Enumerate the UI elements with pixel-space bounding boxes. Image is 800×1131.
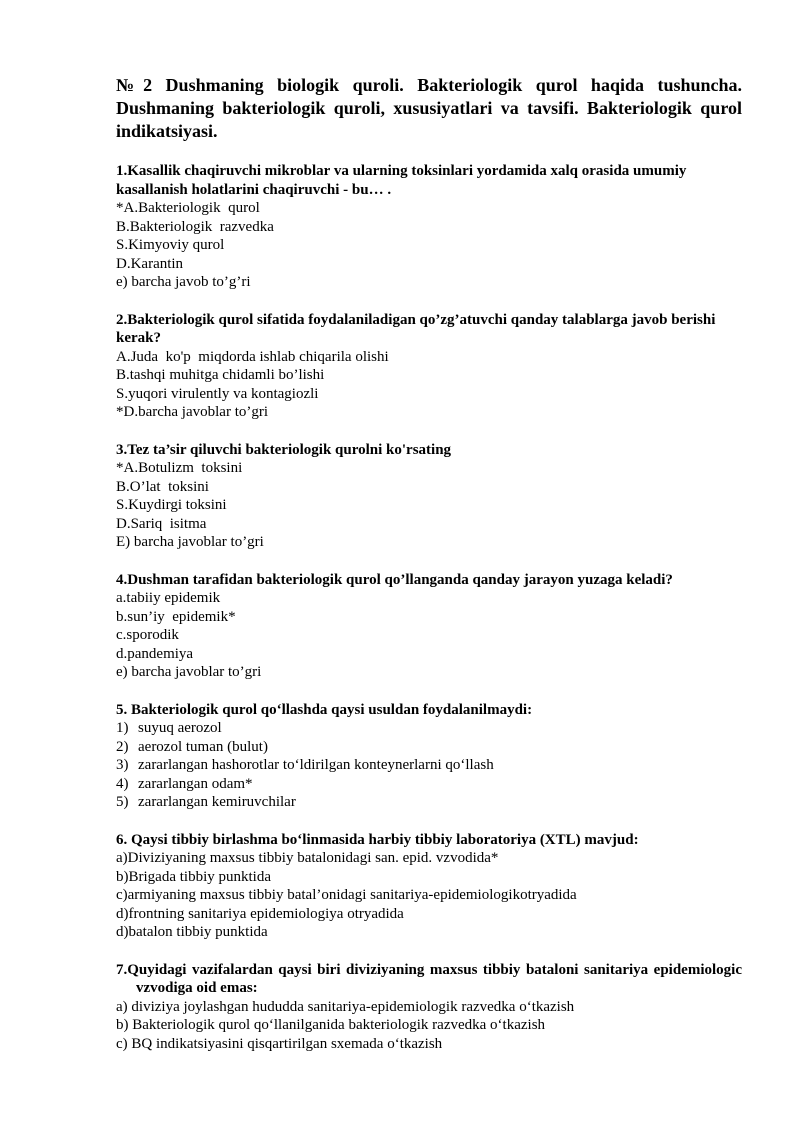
numbered-option [116, 756, 742, 775]
answer-option: e) barcha javob to’g’ri [116, 274, 251, 290]
answer-option: B.O’lat toksini [116, 478, 209, 495]
option-number: 5) [116, 794, 129, 810]
option-text: suyuq aerozol [138, 720, 222, 736]
answer-option: d)frontning sanitariya epidemiologiya otryadida [116, 905, 404, 922]
answer-option: a)Diviziyaning maxsus tibbiy batalonidagi san. epid. vzvodida* [116, 850, 499, 866]
answer-option: A.Juda ko'p miqdorda ishlab chiqarila olishi [116, 348, 389, 365]
question-text: 4.Dushman tarafidan bakteriologik qurol qo’llanganda qanday jarayon yuzaga keladi? [116, 571, 673, 588]
answer-options [116, 589, 742, 682]
document-title: №2 Dushmaning biologik quroli. Bakteriologik qurol haqida tushuncha. Dushmaning bakteriologik quroli, xususiyatlari va tavsifi. Bakteriologik qurol indikatsiyasi. [116, 75, 742, 141]
answer-option: *A.Botulizm toksini [116, 460, 243, 476]
answer-option: E) barcha javoblar to’gri [116, 534, 264, 550]
answer-option: d)batalon tibbiy punktida [116, 924, 268, 940]
question-text: 2.Bakteriologik qurol sifatida foydalaniladigan qo’zg’atuvchi qanday talablarga javob berishi kerak? [116, 311, 716, 346]
answer-options [116, 459, 742, 552]
answer-option: D.Karantin [116, 255, 184, 272]
answer-options [116, 998, 742, 1054]
numbered-option [116, 738, 742, 757]
question-4 [116, 571, 742, 682]
option-text: zararlangan kemiruvchilar [138, 794, 296, 810]
answer-option: B.Bakteriologik razvedka [116, 218, 274, 235]
answer-option: d.pandemiya [116, 645, 194, 662]
answer-option: b)Brigada tibbiy punktida [116, 868, 271, 885]
answer-option: e) barcha javoblar to’gri [116, 664, 262, 680]
document-page [116, 74, 742, 1072]
answer-option: D.Sariq isitma [116, 515, 207, 532]
answer-option: *A.Bakteriologik qurol [116, 200, 260, 216]
option-text: zararlangan hashorotlar to‘ldirilgan konteynerlarni qo‘llash [138, 757, 494, 773]
answer-options [116, 849, 742, 942]
answer-option: S.Kuydirgi toksini [116, 497, 227, 513]
answer-option: S.yuqori virulently va kontagiozli [116, 385, 319, 402]
question-7 [116, 961, 742, 1054]
numbered-option [116, 719, 742, 738]
option-number: 1) [116, 720, 129, 736]
answer-options [116, 348, 742, 422]
answer-option: b.sun’iy epidemik* [116, 608, 236, 625]
answer-option: a) diviziya joylashgan hududda sanitariya-epidemiologik razvedka o‘tkazish [116, 998, 575, 1015]
numbered-option [116, 793, 742, 812]
numbered-options [116, 719, 742, 812]
question-text: 3.Tez ta’sir qiluvchi bakteriologik qurolni ko'rsating [116, 441, 452, 458]
question-2 [116, 311, 742, 422]
answer-option: *D.barcha javoblar to’gri [116, 404, 269, 420]
answer-option: c) BQ indikatsiyasini qisqartirilgan sxemada o‘tkazish [116, 1035, 443, 1052]
question-1 [116, 162, 742, 292]
answer-option: b) Bakteriologik qurol qo‘llanilganida bakteriologik razvedka o‘tkazish [116, 1017, 546, 1033]
option-number: 4) [116, 775, 129, 792]
option-text: zararlangan odam* [138, 775, 253, 792]
question-6 [116, 831, 742, 942]
question-3 [116, 441, 742, 552]
question-text: 5. Bakteriologik qurol qo‘llashda qaysi usuldan foydalanilmaydi: [116, 701, 533, 718]
answer-options [116, 199, 742, 292]
numbered-option [116, 775, 742, 794]
question-text: 1.Kasallik chaqiruvchi mikroblar va ularning toksinlari yordamida xalq orasida umumiy kasallanish holatlarini chaqiruvchi - bu… . [116, 163, 687, 198]
option-number: 2) [116, 738, 129, 755]
answer-option: c)armiyaning maxsus tibbiy batal’onidagi sanitariya-epidemiologikotryadida [116, 887, 577, 903]
answer-option: c.sporodik [116, 627, 179, 643]
option-text: aerozol tuman (bulut) [138, 738, 268, 755]
option-number: 3) [116, 757, 129, 773]
question-5 [116, 701, 742, 812]
answer-option: a.tabiiy epidemik [116, 590, 221, 606]
question-text: 7.Quyidagi vazifalardan qaysi biri diviziyaning maxsus tibbiy bataloni sanitariya epidemiologic vzvodiga oid emas: [116, 961, 742, 996]
answer-option: B.tashqi muhitga chidamli bo’lishi [116, 367, 325, 383]
answer-option: S.Kimyoviy qurol [116, 237, 225, 253]
question-text: 6. Qaysi tibbiy birlashma bo‘linmasida harbiy tibbiy laboratoriya (XTL) mavjud: [116, 831, 639, 848]
